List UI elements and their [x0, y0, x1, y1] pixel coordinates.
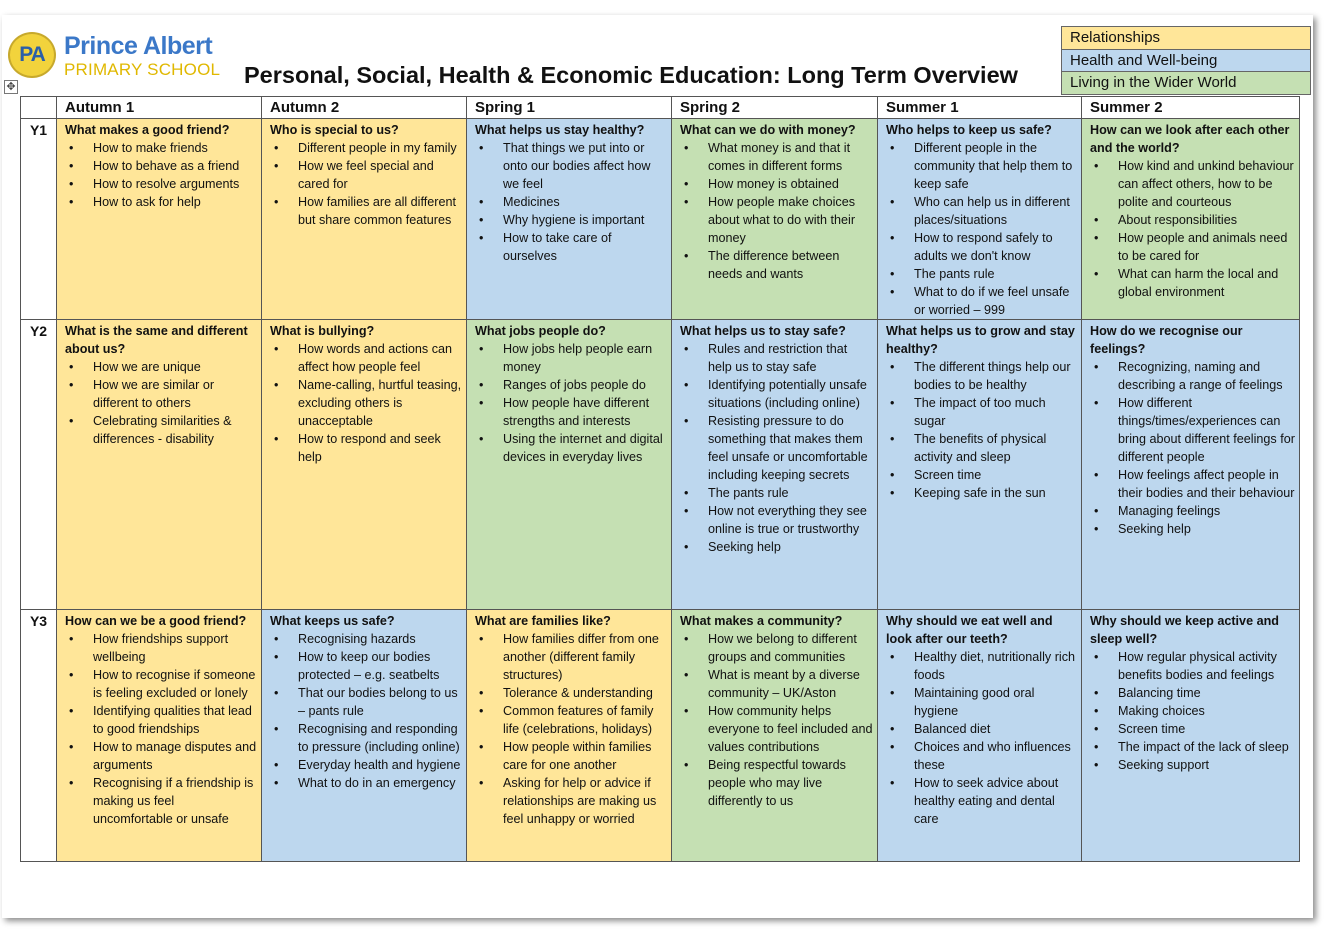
year-row	[21, 320, 1300, 610]
topic-points-list	[65, 630, 257, 828]
topic-point: • How families are all different but share common features	[298, 193, 462, 229]
topic-point: • Ranges of jobs people do	[503, 376, 667, 394]
topic-point: • Rules and restriction that help us to stay safe	[708, 340, 873, 376]
topic-point: • Tolerance & understanding	[503, 684, 667, 702]
logo-badge	[8, 32, 56, 78]
year-label: Y3	[21, 610, 57, 862]
topic-point: • The difference between needs and wants	[708, 247, 873, 283]
topic-points-list	[65, 358, 257, 448]
topic-question: What helps us to stay safe?	[680, 324, 846, 338]
colour-key-legend	[1061, 26, 1311, 95]
topic-point: • Healthy diet, nutritionally rich foods	[914, 648, 1077, 684]
topic-points-list	[270, 630, 462, 792]
topic-point: • How community helps everyone to feel included and values contributions	[708, 702, 873, 756]
topic-question: Who is special to us?	[270, 123, 399, 137]
year-label: Y1	[21, 119, 57, 320]
topic-cell	[1082, 119, 1300, 320]
topic-cell	[262, 119, 467, 320]
topic-points-list	[680, 630, 873, 810]
term-header: Summer 2	[1082, 97, 1300, 119]
topic-cell	[467, 610, 672, 862]
topic-point: • How to ask for help	[93, 193, 257, 211]
topic-point: • How families differ from one another (different family structures)	[503, 630, 667, 684]
topic-point: • How different things/times/experiences can bring about different feelings for different people	[1118, 394, 1295, 466]
topic-point: • How kind and unkind behaviour can affect others, how to be polite and courteous	[1118, 157, 1295, 211]
topic-point: • How words and actions can affect how people feel	[298, 340, 462, 376]
topic-point: • Celebrating similarities & differences - disability	[93, 412, 257, 448]
topic-point: • Keeping safe in the sun	[914, 484, 1077, 502]
topic-point: • Making choices	[1118, 702, 1295, 720]
topic-points-list	[475, 630, 667, 828]
topic-point: • Seeking support	[1118, 756, 1295, 774]
topic-point: • That things we put into or onto our bodies affect how we feel	[503, 139, 667, 193]
topic-point: • Recognising and responding to pressure (including online)	[298, 720, 462, 756]
topic-point: • Seeking help	[708, 538, 873, 556]
topic-question: What makes a good friend?	[65, 123, 230, 137]
topic-point: • The impact of the lack of sleep	[1118, 738, 1295, 756]
topic-point: • Balanced diet	[914, 720, 1077, 738]
topic-question: What makes a community?	[680, 614, 843, 628]
topic-question: Why should we keep active and sleep well?	[1090, 614, 1279, 646]
topic-point: • The pants rule	[914, 265, 1077, 283]
topic-point: • What can harm the local and global environment	[1118, 265, 1295, 301]
topic-point: • Recognizing, naming and describing a range of feelings	[1118, 358, 1295, 394]
topic-cell	[57, 610, 262, 862]
topic-question: How can we be a good friend?	[65, 614, 247, 628]
topic-point: • Asking for help or advice if relationships are making us feel unhappy or worried	[503, 774, 667, 828]
topic-points-list	[1090, 358, 1295, 538]
topic-point: • Medicines	[503, 193, 667, 211]
topic-point: • How to respond safely to adults we don't know	[914, 229, 1077, 265]
topic-cell	[467, 119, 672, 320]
topic-point: • Identifying qualities that lead to good friendships	[93, 702, 257, 738]
topic-point: • How regular physical activity benefits bodies and feelings	[1118, 648, 1295, 684]
topic-cell	[672, 320, 878, 610]
topic-point: • Resisting pressure to do something that makes them feel unsafe or uncomfortable including keeping secrets	[708, 412, 873, 484]
topic-point: • How we are unique	[93, 358, 257, 376]
topic-point: • How people within families care for one another	[503, 738, 667, 774]
topic-points-list	[886, 139, 1077, 319]
topic-point: • How to keep our bodies protected – e.g. seatbelts	[298, 648, 462, 684]
topic-point: • Choices and who influences these	[914, 738, 1077, 774]
topic-point: • Different people in the community that help them to keep safe	[914, 139, 1077, 193]
topic-cell	[57, 320, 262, 610]
term-header: Autumn 2	[262, 97, 467, 119]
topic-point: • Using the internet and digital devices in everyday lives	[503, 430, 667, 466]
logo-badge-text: PA	[19, 43, 45, 66]
topic-cell	[262, 320, 467, 610]
topic-cell	[672, 119, 878, 320]
topic-points-list	[886, 648, 1077, 828]
topic-question: Who helps to keep us safe?	[886, 123, 1052, 137]
year-row	[21, 119, 1300, 320]
topic-question: What can we do with money?	[680, 123, 856, 137]
term-header: Spring 2	[672, 97, 878, 119]
term-header-row	[21, 97, 1300, 119]
legend-item-relationships: Relationships	[1062, 27, 1310, 50]
corner-cell	[21, 97, 57, 119]
topic-point: • The impact of too much sugar	[914, 394, 1077, 430]
topic-cell	[878, 610, 1082, 862]
topic-point: • How we are similar or different to others	[93, 376, 257, 412]
school-logo	[8, 32, 228, 82]
topic-point: • How to make friends	[93, 139, 257, 157]
topic-point: • How to take care of ourselves	[503, 229, 667, 265]
topic-question: What helps us stay healthy?	[475, 123, 645, 137]
topic-point: • How friendships support wellbeing	[93, 630, 257, 666]
topic-cell	[672, 610, 878, 862]
topic-point: • How money is obtained	[708, 175, 873, 193]
topic-point: • Managing feelings	[1118, 502, 1295, 520]
topic-question: What is the same and different about us?	[65, 324, 248, 356]
topic-question: What keeps us safe?	[270, 614, 395, 628]
topic-point: • Being respectful towards people who may live differently to us	[708, 756, 873, 810]
topic-points-list	[475, 340, 667, 466]
table-move-handle-icon[interactable]: ✥	[4, 80, 18, 94]
topic-point: • How to manage disputes and arguments	[93, 738, 257, 774]
topic-question: Why should we eat well and look after our teeth?	[886, 614, 1053, 646]
year-label: Y2	[21, 320, 57, 610]
topic-cell	[878, 320, 1082, 610]
topic-point: • Recognising hazards	[298, 630, 462, 648]
topic-point: • How to respond and seek help	[298, 430, 462, 466]
topic-question: What jobs people do?	[475, 324, 606, 338]
school-name: Prince Albert	[64, 32, 213, 60]
topic-point: • How to recognise if someone is feeling excluded or lonely	[93, 666, 257, 702]
topic-point: • How people and animals need to be cared for	[1118, 229, 1295, 265]
topic-point: • How people make choices about what to do with their money	[708, 193, 873, 247]
topic-points-list	[475, 139, 667, 265]
topic-point: • Why hygiene is important	[503, 211, 667, 229]
topic-points-list	[1090, 648, 1295, 774]
topic-point: • What money is and that it comes in different forms	[708, 139, 873, 175]
topic-point: • The different things help our bodies to be healthy	[914, 358, 1077, 394]
topic-question: How do we recognise our feelings?	[1090, 324, 1243, 356]
term-header: Summer 1	[878, 97, 1082, 119]
topic-point: • Balancing time	[1118, 684, 1295, 702]
topic-point: • How to behave as a friend	[93, 157, 257, 175]
topic-point: • Different people in my family	[298, 139, 462, 157]
topic-cell	[467, 320, 672, 610]
topic-points-list	[680, 139, 873, 283]
topic-points-list	[886, 358, 1077, 502]
page-title: Personal, Social, Health & Economic Education: Long Term Overview	[244, 62, 1018, 88]
topic-question: What is bullying?	[270, 324, 375, 338]
term-header: Autumn 1	[57, 97, 262, 119]
topic-point: • That our bodies belong to us – pants rule	[298, 684, 462, 720]
topic-point: • How we belong to different groups and communities	[708, 630, 873, 666]
topic-points-list	[1090, 157, 1295, 301]
topic-point: • How feelings affect people in their bodies and their behaviour	[1118, 466, 1295, 502]
topic-point: • Seeking help	[1118, 520, 1295, 538]
topic-point: • The pants rule	[708, 484, 873, 502]
topic-point: • Maintaining good oral hygiene	[914, 684, 1077, 720]
topic-point: • What to do in an emergency	[298, 774, 462, 792]
topic-point: • Common features of family life (celebrations, holidays)	[503, 702, 667, 738]
school-subtitle: PRIMARY SCHOOL	[64, 60, 221, 79]
topic-point: • How we feel special and cared for	[298, 157, 462, 193]
legend-item-health: Health and Well-being	[1062, 50, 1310, 73]
topic-point: • Identifying potentially unsafe situations (including online)	[708, 376, 873, 412]
topic-cell	[57, 119, 262, 320]
topic-point: • What is meant by a diverse community – UK/Aston	[708, 666, 873, 702]
topic-point: • How to seek advice about healthy eating and dental care	[914, 774, 1077, 828]
topic-point: • Screen time	[914, 466, 1077, 484]
topic-question: What are families like?	[475, 614, 611, 628]
topic-cell	[1082, 610, 1300, 862]
topic-point: • How jobs help people earn money	[503, 340, 667, 376]
topic-cell	[1082, 320, 1300, 610]
topic-point: • Recognising if a friendship is making us feel uncomfortable or unsafe	[93, 774, 257, 828]
topic-point: • How not everything they see online is true or trustworthy	[708, 502, 873, 538]
topic-point: • How to resolve arguments	[93, 175, 257, 193]
legend-item-wider-world: Living in the Wider World	[1062, 72, 1310, 94]
topic-cell	[262, 610, 467, 862]
term-header: Spring 1	[467, 97, 672, 119]
topic-point: • How people have different strengths and interests	[503, 394, 667, 430]
topic-points-list	[65, 139, 257, 211]
year-row	[21, 610, 1300, 862]
topic-question: What helps us to grow and stay healthy?	[886, 324, 1075, 356]
topic-points-list	[270, 139, 462, 229]
topic-point: • About responsibilities	[1118, 211, 1295, 229]
topic-point: • Everyday health and hygiene	[298, 756, 462, 774]
topic-point: • Name-calling, hurtful teasing, excluding others is unacceptable	[298, 376, 462, 430]
topic-point: • Who can help us in different places/situations	[914, 193, 1077, 229]
topic-point: • Screen time	[1118, 720, 1295, 738]
topic-point: • The benefits of physical activity and sleep	[914, 430, 1077, 466]
topic-points-list	[680, 340, 873, 556]
topic-question: How can we look after each other and the world?	[1090, 123, 1290, 155]
topic-points-list	[270, 340, 462, 466]
topic-cell	[878, 119, 1082, 320]
overview-table	[20, 96, 1300, 862]
topic-point: • What to do if we feel unsafe or worried – 999	[914, 283, 1077, 319]
